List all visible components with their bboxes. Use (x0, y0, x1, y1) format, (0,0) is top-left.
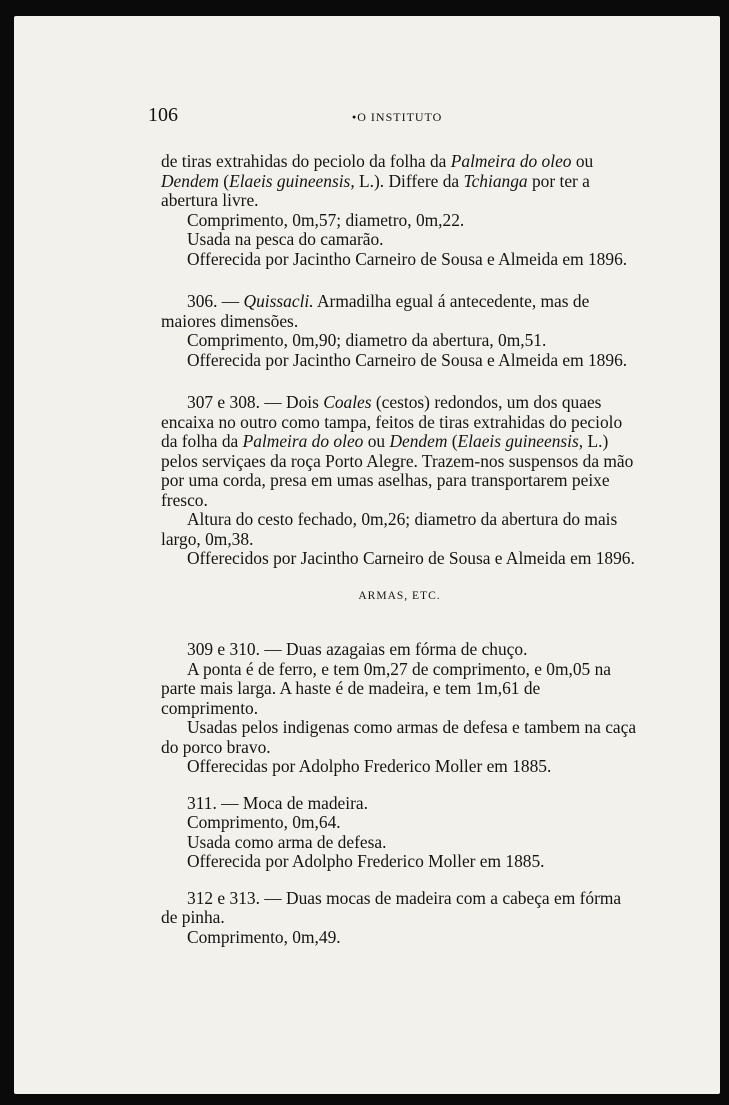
entry-306 (161, 292, 638, 370)
entry-number: 307 e 308. — Dois (187, 392, 324, 412)
italic-species: Palmeira do oleo (242, 431, 364, 451)
entry-title (161, 292, 638, 331)
entry-dimensions: Comprimento, 0m,90; diametro da abertura, 0m,51. (187, 330, 547, 350)
entry-305-continuation (161, 152, 638, 269)
italic-species: Dendem (161, 170, 219, 191)
text-span: ( (218, 170, 230, 191)
entry-donor: Offerecida por Adolpho Frederico Moller em 1885. (187, 851, 545, 871)
entry-donor: Offerecidos por Jacintho Carneiro de Sousa e Almeida em 1896. (187, 548, 635, 568)
section-heading: ARMAS, ETC. (358, 589, 441, 602)
text-span: L.). Differe da (354, 170, 464, 191)
entry-dimensions: Altura do cesto fechado, 0m,26; diametro da abertura do mais largo, 0m,38. (161, 509, 618, 549)
italic-species: Tchianga (463, 170, 528, 191)
entry-title: 311. — Moca de madeira. (187, 792, 368, 813)
page-header (148, 104, 648, 134)
entry-312-313 (161, 889, 638, 948)
entry-dimensions: Comprimento, 0m,57; diametro, 0m,22. (187, 209, 465, 230)
entry-title (161, 393, 638, 510)
entry-number: 306. — (187, 291, 244, 311)
text-span: por ter a abertura livre. (161, 170, 590, 210)
text-span: (cestos) redondos, um dos quaes encaixa no outro como tampa, feitos de tiras extrahidas do peciolo da folha da (161, 392, 623, 451)
entry-donor: Offerecida por Jacintho Carneiro de Sousa e Almeida em 1896. (187, 349, 628, 370)
text-span: ( (447, 431, 458, 451)
entry-309-310 (161, 640, 638, 777)
page-number: 106 (148, 104, 178, 126)
entry-name: Coales (323, 392, 372, 412)
entry-description: Armadilha egual á antecedente, mas de maiores dimensões. (161, 291, 590, 331)
italic-species: Elaeis guineensis, (457, 431, 584, 451)
entry-description (161, 152, 638, 211)
entry-307-308 (161, 393, 638, 569)
entry-name: Quissacli. (243, 291, 314, 311)
entry-dimensions: Comprimento, 0m,49. (187, 926, 341, 947)
text-span: ou (571, 151, 594, 171)
entry-usage: Usadas pelos indigenas como armas de defesa e tambem na caça do porco bravo. (161, 717, 637, 757)
entry-title: 312 e 313. — Duas mocas de madeira com a cabeça em fórma de pinha. (161, 887, 622, 927)
entry-usage: Usada como arma de defesa. (187, 831, 387, 852)
page-body (161, 152, 638, 947)
italic-species: Elaeis guineensis, (229, 170, 355, 191)
scanned-page (14, 16, 720, 1094)
text-span: de tiras extrahidas do peciolo da folha da (161, 151, 451, 171)
text-span: L.) pelos serviçaes da roça Porto Alegre. Trazem-nos suspensos da mão por uma corda, presa em umas aselhas, para transportarem peixe fresco. (161, 431, 634, 510)
entry-title: 309 e 310. — Duas azagaias em fórma de chuço. (187, 639, 528, 659)
entry-dimensions: Comprimento, 0m,64. (187, 812, 341, 832)
text-span: ou (363, 431, 390, 451)
italic-species: Dendem (389, 431, 448, 451)
entry-donor: Offerecida por Jacintho Carneiro de Sousa e Almeida em 1896. (187, 248, 628, 269)
entry-donor: Offerecidas por Adolpho Frederico Moller em 1885. (187, 756, 552, 776)
entry-usage: Usada na pesca do camarão. (187, 229, 384, 249)
italic-species: Palmeira do oleo (450, 151, 572, 171)
entry-311 (161, 794, 638, 872)
running-title: ● O INSTITUTO (352, 110, 442, 125)
entry-description: A ponta é de ferro, e tem 0m,27 de comprimento, e 0m,05 na parte mais larga. A haste é de madeira, e tem 1m,61 de comprimento. (161, 658, 612, 718)
